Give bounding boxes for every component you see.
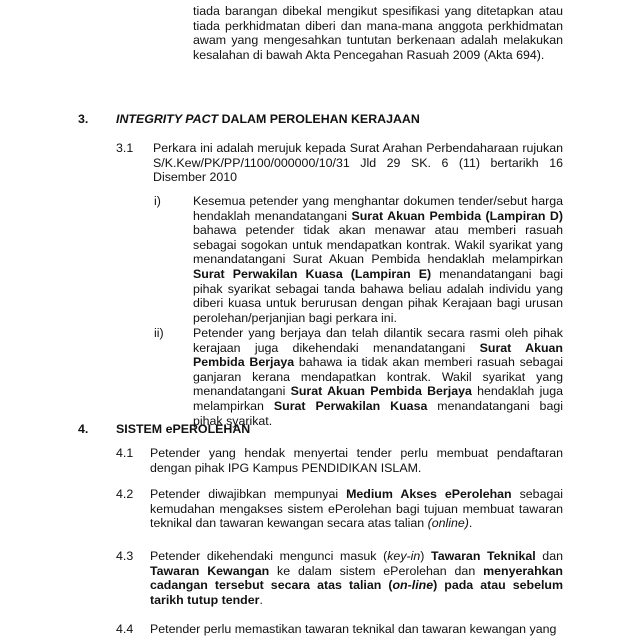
top-line-2: tiada perkhidmatan diberi dan mana-mana anggota perkhidmatan: [193, 18, 563, 33]
sub-4-3-number: 4.3: [116, 549, 134, 563]
item-i-b2: Surat Perwakilan Kuasa (Lampiran E): [193, 266, 432, 281]
sub-4-3-t4: ke dalam sistem ePerolehan dan: [269, 563, 484, 578]
item-ii-t3: hendaklah juga melampirkan: [193, 384, 564, 413]
sub-4-3-b3: menyerahkan cadangan tersebut secara atas talian (: [150, 563, 563, 593]
sub-4-2-t3: .: [468, 516, 473, 531]
sub-4-1-text: Petender yang hendak menyertai tender perlu membuat pendaftaran dengan pihak IPG Kampus PENDIDIKAN ISLAM.: [150, 446, 563, 475]
sub-4-2-number: 4.2: [116, 487, 134, 501]
top-continuation: [193, 4, 563, 62]
item-ii-b3: Surat Perwakilan Kuasa: [273, 398, 428, 413]
item-ii-t2: bahawa ia tidak akan memberi rasuah sebagai ganjaran kerana mendapatkan kontrak. Wakil syarikat yang menandatangani: [193, 355, 563, 399]
item-i-t3: menandatangani bagi pihak syarikat sebagai tanda bahawa beliau adalah individu yang diberi kuasa untuk berurusan dengan pihak Kerajaan bagi urusan perolehan/perjanjian bagi perkara ini.: [193, 266, 563, 325]
item-i-number: i): [154, 194, 161, 208]
sub-4-3-b2: Tawaran Kewangan: [150, 563, 270, 578]
item-i-b1: Surat Akuan Pembida (Lampiran D): [351, 208, 563, 223]
sub-4-3-t5: .: [259, 592, 263, 607]
item-ii-text: [193, 326, 563, 428]
sub-4-1-number: 4.1: [116, 446, 134, 460]
item-i-t2: bahawa petender tidak akan menawar atau memberi rasuah sebagai sogokan untuk mendapatkan kontrak. Wakil syarikat yang menandatangani Surat Akuan Pembida hendaklah melampirkan: [193, 223, 563, 267]
item-ii-t4: menandatangani bagi pihak syarikat.: [193, 398, 563, 428]
item-i-text: [193, 194, 563, 325]
sub-4-2-i1: (online): [427, 516, 469, 531]
top-line-4: kesalahan di bawah Akta Pencegahan Rasuah 2009 (Akta 694).: [193, 47, 545, 62]
top-line-3: awam yang mengesahkan tuntutan berkenaan adalah melakukan: [193, 33, 563, 48]
sub-4-2-t1: Petender diwajibkan mempunyai: [150, 487, 347, 501]
sub-4-3-text: [150, 549, 563, 607]
section-3-title-italic: INTEGRITY PACT: [116, 112, 219, 126]
section-3-number: 3.: [78, 112, 89, 126]
sub-4-2-t2: sebagai kemudahan mengakses sistem ePerolehan bagi tujuan membuat tawaran teknikal dan tawaran kewangan secara atas talian: [150, 487, 563, 531]
sub-4-3-bi1: on-line: [392, 578, 434, 593]
sub-4-3-t2: ): [420, 549, 432, 563]
sub-4-3-i1: key-in: [387, 549, 421, 563]
sub-4-3-t3: dan: [535, 549, 563, 563]
sub-4-3-b4: ) pada atau sebelum tarikh tutup tender: [150, 578, 563, 607]
section-3-title: [116, 112, 420, 127]
section-3-title-rest: DALAM PEROLEHAN KERAJAAN: [218, 112, 420, 126]
sub-3-1-text: Perkara ini adalah merujuk kepada Surat Arahan Perbendaharaan rujukan S/K.Kew/PK/PP/1100/000000/10/31 Jld 29 SK. 6 (11) bertarikh 16 Disember 2010: [153, 141, 563, 185]
item-ii-b2: Surat Akuan Pembida Berjaya: [290, 384, 472, 399]
sub-4-3-t1: Petender dikehendaki mengunci masuk (: [150, 549, 388, 563]
item-ii-number: ii): [154, 326, 164, 340]
top-line-1: tiada barangan dibekal mengikut spesifikasi yang ditetapkan atau: [193, 4, 563, 18]
section-4-number: 4.: [78, 422, 89, 436]
sub-4-2-text: [150, 487, 563, 531]
sub-3-1-number: 3.1: [116, 141, 134, 155]
sub-4-4-number: 4.4: [116, 622, 134, 636]
sub-4-3-b1: Tawaran Teknikal: [431, 549, 536, 563]
item-i-t1: Kesemua petender yang menghantar dokumen tender/sebut harga hendaklah menandatangani: [193, 194, 563, 223]
item-ii-t1: Petender yang berjaya dan telah dilantik secara rasmi oleh pihak kerajaan juga dikehendaki menandatangani: [193, 326, 563, 355]
sub-4-4-text: Petender perlu memastikan tawaran teknikal dan tawaran kewangan yang: [150, 622, 557, 636]
item-ii-b1: Surat Akuan Pembida Berjaya: [193, 340, 563, 370]
section-4-title: SISTEM ePEROLEHAN: [116, 422, 251, 436]
sub-4-2-b1: Medium Akses ePerolehan: [346, 487, 512, 501]
